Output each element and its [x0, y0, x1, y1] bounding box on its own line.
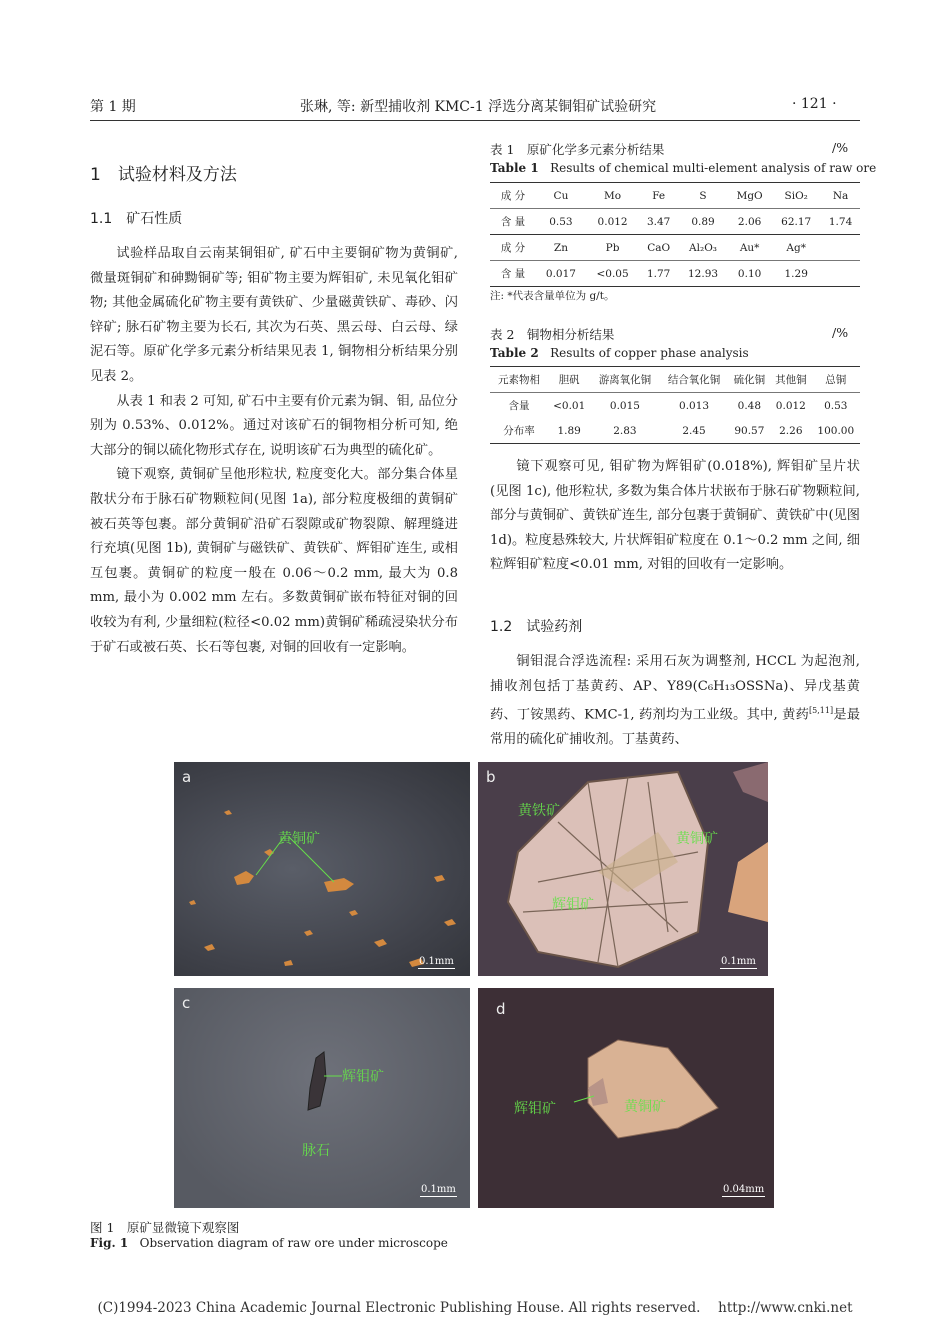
ore-grains — [478, 762, 768, 976]
table-cell — [821, 235, 860, 261]
table-cell: 0.53 — [824, 399, 848, 412]
table-row — [490, 261, 860, 287]
micrograph-d — [478, 988, 774, 1208]
table-cell: 0.017 — [545, 267, 576, 280]
figure-label: Fig. 1 — [90, 1236, 129, 1250]
right-body-2 — [490, 650, 860, 753]
mineral-label: 黄铜矿 — [278, 831, 320, 847]
mineral-label: 辉钼矿 — [552, 897, 594, 913]
column-header: 胆矾 — [558, 374, 580, 386]
table-cell: 0.012 — [775, 399, 806, 412]
figure-caption-cn: 图 1 原矿显微镜下观察图 — [90, 1220, 240, 1235]
table2-unit: /% — [832, 325, 849, 340]
mineral-label: 辉钼矿 — [514, 1101, 556, 1117]
figure-caption-en — [90, 1236, 448, 1250]
scale-bar: 0.1mm — [419, 956, 454, 967]
row-label: 含量 — [508, 400, 530, 412]
table-cell: SiO₂ — [784, 189, 808, 202]
panel-letter: c — [182, 994, 191, 1012]
mineral-label: 辉钼矿 — [342, 1069, 384, 1085]
table-cell: Mo — [604, 189, 622, 202]
table-row — [490, 183, 860, 209]
table-cell: 100.00 — [817, 424, 855, 437]
table-cell: 2.06 — [737, 215, 762, 228]
column-header: 元素物相 — [498, 374, 540, 386]
table-cell: <0.05 — [596, 267, 629, 280]
table2-caption-cn: 表 2 铜物相分析结果 — [490, 327, 615, 342]
panel-letter: d — [496, 1000, 506, 1018]
row-label: 含 量 — [500, 268, 526, 280]
table-cell: 0.012 — [597, 215, 628, 228]
table-cell: Al₂O₃ — [689, 241, 718, 254]
table-cell: <0.01 — [553, 399, 586, 412]
table-cell: 90.57 — [734, 424, 765, 437]
micrograph-b — [478, 762, 768, 976]
table1-note: 注: *代表含量单位为 g/t。 — [490, 290, 615, 302]
table-row — [490, 209, 860, 235]
table-cell: 1.77 — [646, 267, 671, 280]
scale-bar: 0.1mm — [721, 956, 756, 967]
table-title: Results of copper phase analysis — [550, 346, 749, 360]
table-cell: 2.83 — [613, 424, 637, 437]
table-cell: Ag* — [786, 241, 806, 254]
ore-grains — [174, 762, 470, 976]
table-cell: Zn — [553, 241, 568, 254]
citation[interactable]: [5,11] — [809, 706, 834, 716]
panel-letter: a — [182, 768, 192, 786]
copyright-footer: (C)1994-2023 China Academic Journal Electronic Publishing House. All rights reserved. http://www.cnki.net — [97, 1300, 853, 1316]
panel-letter: b — [486, 768, 496, 786]
table-cell: 12.93 — [688, 267, 719, 280]
table-cell: 0.89 — [691, 215, 715, 228]
text-run: 是最常用的硫化矿捕收剂。丁基黄药、 — [490, 707, 861, 748]
right-body — [490, 455, 860, 578]
column-header: 游离氧化铜 — [598, 374, 652, 386]
table-cell: 62.17 — [781, 215, 812, 228]
mineral-label: 黄铜矿 — [624, 1099, 666, 1115]
table-cell: 0.013 — [679, 399, 710, 412]
table-label: Table 1 — [490, 161, 539, 175]
header-page: · 121 · — [792, 96, 837, 112]
table-title: Results of chemical multi-element analysis of raw ore — [550, 161, 877, 175]
paragraph: 镜下观察可见, 钼矿物为辉钼矿(0.018%), 辉钼矿呈片状(见图 1c), 他形粒状, 多数为集合体片状嵌布于脉石矿物颗粒间, 部分与黄铜矿、黄铁矿连生, 部分包裹于黄铜矿、黄铁矿中(见图 1d)。粒度悬殊较大, 片状辉钼矿粒度在 0.1～0.2 mm 之间, 细粒辉钼矿粒度<0.01 mm, 对钼的回收有一定影响。 — [490, 459, 860, 573]
section-1-2-heading: 1.2 试验药剂 — [490, 619, 583, 635]
micrograph-a — [174, 762, 470, 976]
table-cell: 0.10 — [737, 267, 762, 280]
table-cell: 1.29 — [784, 267, 808, 280]
table-cell: S — [699, 189, 707, 202]
column-header: 其他铜 — [775, 374, 807, 386]
row-label: 成 分 — [500, 190, 526, 202]
header-rule — [90, 120, 860, 121]
left-body — [90, 242, 458, 660]
table-row — [490, 235, 860, 261]
table-cell: 2.45 — [682, 424, 706, 437]
table1-caption-en — [490, 161, 876, 175]
mineral-label: 脉石 — [302, 1143, 330, 1159]
figure-title: Observation diagram of raw ore under microscope — [139, 1236, 448, 1250]
header-title: 张琳, 等: 新型捕收剂 KMC-1 浮选分离某铜钼矿试验研究 — [300, 99, 657, 115]
table-cell: 1.89 — [557, 424, 581, 437]
micrograph-c — [174, 988, 470, 1208]
scale-bar: 0.04mm — [723, 1184, 765, 1195]
paragraph — [490, 650, 860, 753]
table-cell: Na — [832, 189, 849, 202]
mineral-label: 黄铜矿 — [676, 831, 718, 847]
paragraph: 试验样品取自云南某铜钼矿, 矿石中主要铜矿物为黄铜矿, 微量斑铜矿和砷黝铜矿等; 钼矿物主要为辉钼矿, 未见氧化钼矿物; 其他金属硫化矿物主要有黄铁矿、少量磁黄铁矿、毒砂、闪锌矿; 脉石矿物主要为长石, 其次为石英、黑云母、白云母、绿泥石等。原矿化学多元素分析结果见表 1, 铜物相分析结果分别见表 2。 — [90, 246, 458, 384]
table-cell: 2.26 — [779, 424, 803, 437]
table2-caption-en — [490, 346, 749, 360]
table-cell: 0.015 — [609, 399, 640, 412]
table-cell: MgO — [736, 189, 763, 202]
table1 — [490, 182, 860, 287]
table-row — [490, 418, 860, 444]
table-cell: CaO — [647, 241, 671, 254]
text-run: 铜钼混合浮选流程: 采用石灰为调整剂, HCCL 为起泡剂, 捕收剂包括丁基黄药、AP、Y89(C₆H₁₃OSSNa)、异戊基黄药、丁铵黑药、KMC-1, 药剂均为工业级。其中, 黄药 — [490, 654, 860, 723]
table1-caption-cn: 表 1 原矿化学多元素分析结果 — [490, 142, 665, 157]
table-row — [490, 393, 860, 419]
paragraph: 从表 1 和表 2 可知, 矿石中主要有价元素为铜、钼, 品位分别为 0.53%、0.012%。通过对该矿石的铜物相分析可知, 绝大部分的铜以硫化物形式存在, 说明该矿石为典型的硫化矿。 — [90, 393, 458, 458]
column-header: 结合氧化铜 — [667, 374, 721, 386]
mineral-label: 黄铁矿 — [518, 803, 560, 819]
paragraph: 镜下观察, 黄铜矿呈他形粒状, 粒度变化大。部分集合体星散状分布于脉石矿物颗粒间(见图 1a), 部分粒度极细的黄铜矿被石英等包裹。部分黄铜矿沿矿石裂隙或矿物裂隙、解理缝进行充填(见图 1b), 黄铜矿与磁铁矿、黄铁矿、辉钼矿连生, 或相互包裹。黄铜矿的粒度一般在 0.06～0.2 mm, 最大为 0.8 mm, 最小为 0.002 mm 左右。多数黄铜矿嵌布特征对铜的回收较为有利, 少量细粒(粒径<0.02 mm)黄铜矿稀疏浸染状分布于矿石或被石英、长石等包裹, 对铜的回收有一定影响。 — [90, 467, 458, 655]
scale-bar: 0.1mm — [421, 1184, 456, 1195]
table2 — [490, 366, 860, 444]
ore-grains — [174, 988, 470, 1208]
section-1-heading: 1 试验材料及方法 — [90, 165, 237, 185]
table-cell: Cu — [553, 189, 569, 202]
table-cell: 0.48 — [737, 399, 762, 412]
table-label: Table 2 — [490, 346, 539, 360]
row-label: 分布率 — [503, 425, 535, 437]
header-issue: 第 1 期 — [90, 99, 136, 115]
table-cell: Fe — [652, 189, 666, 202]
section-1-1-heading: 1.1 矿石性质 — [90, 211, 183, 227]
table1-unit: /% — [832, 140, 849, 155]
row-label: 成 分 — [500, 242, 526, 254]
table-cell: Pb — [605, 241, 620, 254]
row-label: 含 量 — [500, 216, 526, 228]
table-cell: 1.74 — [828, 215, 853, 228]
table-cell: 0.53 — [549, 215, 573, 228]
table-cell: 3.47 — [646, 215, 671, 228]
column-header: 总铜 — [825, 374, 847, 386]
table-cell: Au* — [739, 241, 760, 254]
table-header-row — [490, 367, 860, 393]
table-cell — [821, 261, 860, 287]
column-header: 硫化铜 — [733, 374, 766, 386]
